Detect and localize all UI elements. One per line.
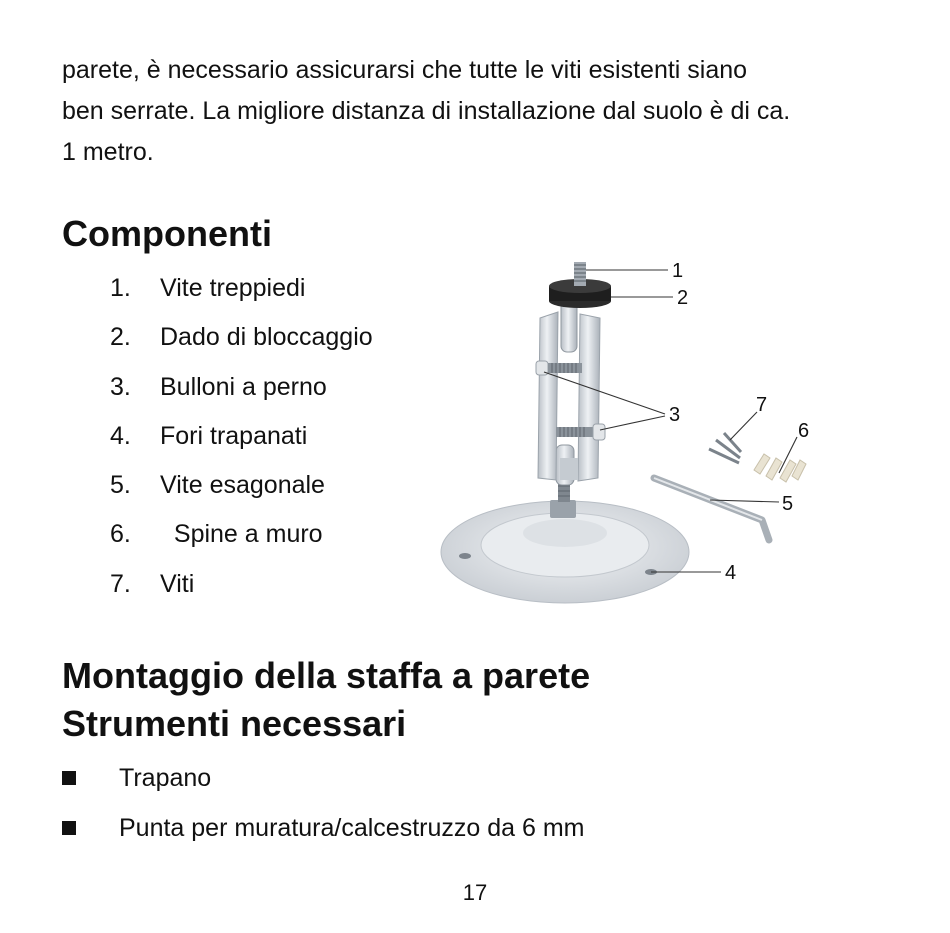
list-item-label: Punta per muratura/calcestruzzo da 6 mm [119,813,585,842]
list-item-label: Bulloni a perno [160,372,327,401]
list-item-label: Vite esagonale [160,471,325,500]
list-item-label: Trapano [119,764,212,792]
list-item [110,510,373,559]
list-item-label: Spine a muro [160,520,323,549]
callout-label: 1 [672,260,684,282]
components-heading: Componenti [62,213,272,254]
square-bullet-icon [62,771,76,785]
callout-label: 2 [677,287,689,309]
callout-label: 7 [756,394,768,416]
square-bullet-icon [62,821,76,835]
list-item [110,560,373,609]
list-item-label: Vite treppiedi [160,274,306,302]
list-item [110,412,373,461]
page-number: 17 [462,880,488,905]
wall-plugs [754,454,806,482]
list-item [110,264,373,313]
callout-label: 3 [669,404,681,426]
intro-line-2: ben serrate. La migliore distanza di installazione dal suolo è di ca. [62,97,791,125]
list-item-number: 1. [110,274,131,302]
list-item-number: 6. [110,520,131,549]
hex-nut [550,484,576,518]
list-item-number: 4. [110,421,131,450]
list-item [62,755,584,805]
tools-list [62,755,584,854]
intro-line-3: 1 metro. [62,138,154,166]
intro-line-1: parete, è necessario assicurarsi che tutte le viti esistenti siano [62,56,748,84]
components-list [110,264,373,609]
list-item [110,363,373,412]
list-item-number: 7. [110,569,131,598]
intro-paragraph [62,50,912,173]
list-item-number: 3. [110,372,131,401]
callout-label: 5 [782,493,794,515]
list-item [110,461,373,510]
list-item-label: Viti [160,569,195,598]
callout-label: 6 [798,420,810,442]
tools-heading: Strumenti necessari [62,703,407,744]
list-item [62,805,584,855]
list-item-label: Dado di bloccaggio [160,323,373,352]
list-item-number: 2. [110,323,131,352]
screws [709,433,741,463]
list-item-label: Fori trapanati [160,421,308,450]
wall-bracket-diagram [430,250,850,620]
pivot-bolt-upper [536,361,582,375]
list-item-number: 5. [110,471,131,500]
callout-label: 4 [725,562,737,584]
mounting-heading: Montaggio della staffa a parete [62,655,591,696]
tripod-screw [574,262,586,286]
list-item [110,313,373,362]
